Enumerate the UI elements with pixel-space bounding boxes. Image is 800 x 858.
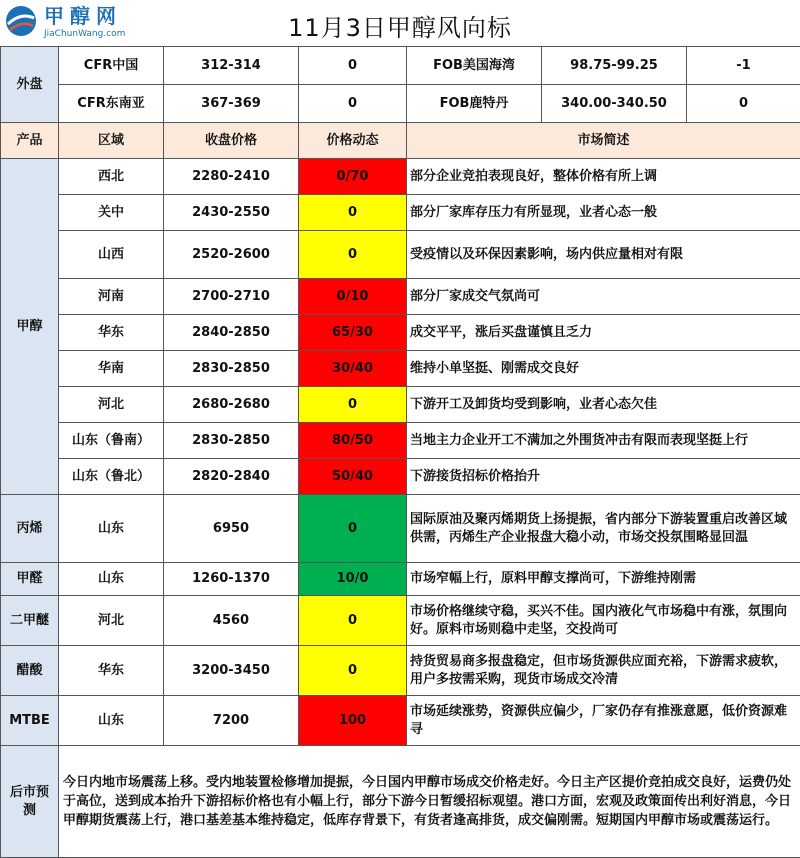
col-summary: 市场简述	[407, 123, 800, 159]
region-cell: 河南	[59, 279, 164, 315]
price-cell: 3200-3450	[164, 646, 299, 696]
change-cell: 80/50	[299, 423, 407, 459]
region-cell: 河北	[59, 596, 164, 646]
price-cell: 2520-2600	[164, 231, 299, 279]
change-cell: 50/40	[299, 459, 407, 495]
external-b-change: -1	[687, 47, 800, 85]
external-a-price: 367-369	[164, 85, 299, 123]
methanol-row	[1, 459, 800, 495]
methanol-row	[1, 423, 800, 459]
product-label: 甲醇	[1, 159, 59, 495]
globe-logo-icon	[4, 4, 38, 38]
product-row	[1, 495, 800, 563]
methanol-row	[1, 195, 800, 231]
col-change: 价格动态	[299, 123, 407, 159]
forecast-label: 后市预测	[1, 746, 59, 858]
product-label: 丙烯	[1, 495, 59, 563]
methanol-row	[1, 159, 800, 195]
product-label: MTBE	[1, 696, 59, 746]
change-cell: 0	[299, 495, 407, 563]
market-table	[0, 46, 800, 858]
price-cell: 2700-2710	[164, 279, 299, 315]
summary-cell: 市场窄幅上行，原料甲醇支撑尚可，下游维持刚需	[407, 563, 800, 596]
region-cell: 华东	[59, 646, 164, 696]
summary-cell: 维持小单坚挺、刚需成交良好	[407, 351, 800, 387]
external-a-name: CFR东南亚	[59, 85, 164, 123]
region-cell: 山东	[59, 696, 164, 746]
summary-cell: 当地主力企业开工不满加之外围货冲击有限而表现坚挺上行	[407, 423, 800, 459]
summary-cell: 部分厂家库存压力有所显现，业者心态一般	[407, 195, 800, 231]
forecast-text: 今日内地市场震荡上移。受内地装置检修增加提振，今日国内甲醇市场成交价格走好。今日主产区提价竞拍成交良好，运费仍处于高位，送到成本抬升下游招标价格也有小幅上行，部分下游今日暂缓招标观望。港口方面，宏观及政策面传出利好消息，今日甲醇期货震荡上行，港口基差基本维持稳定，低库存背景下，有货者逢高排货，成交偏刚需。短期国内甲醇市场或震荡运行。	[59, 746, 800, 858]
region-cell: 西北	[59, 159, 164, 195]
header	[0, 0, 800, 47]
region-cell: 山东（鲁北）	[59, 459, 164, 495]
summary-cell: 部分厂家成交气氛尚可	[407, 279, 800, 315]
col-price: 收盘价格	[164, 123, 299, 159]
price-cell: 7200	[164, 696, 299, 746]
product-row	[1, 563, 800, 596]
region-cell: 山东	[59, 563, 164, 596]
price-cell: 2820-2840	[164, 459, 299, 495]
change-cell: 0	[299, 195, 407, 231]
external-a-name: CFR中国	[59, 47, 164, 85]
price-cell: 2840-2850	[164, 315, 299, 351]
price-cell: 1260-1370	[164, 563, 299, 596]
summary-cell: 市场延续涨势，资源供应偏少，厂家仍存有推涨意愿，低价资源难寻	[407, 696, 800, 746]
product-row	[1, 696, 800, 746]
summary-cell: 成交平平，涨后买盘谨慎且乏力	[407, 315, 800, 351]
external-b-name: FOB美国海湾	[407, 47, 542, 85]
summary-cell: 下游接货招标价格抬升	[407, 459, 800, 495]
forecast-row	[1, 746, 800, 858]
change-cell: 65/30	[299, 315, 407, 351]
product-label: 二甲醚	[1, 596, 59, 646]
region-cell: 关中	[59, 195, 164, 231]
price-cell: 2830-2850	[164, 351, 299, 387]
change-cell: 0	[299, 596, 407, 646]
change-cell: 0	[299, 646, 407, 696]
change-cell: 0/10	[299, 279, 407, 315]
logo-name: 甲醇网	[44, 4, 122, 28]
summary-cell: 持货贸易商多报盘稳定，但市场货源供应面充裕，下游需求疲软，用户多按需采购，现货市场成交冷清	[407, 646, 800, 696]
external-row	[1, 47, 800, 85]
price-cell: 6950	[164, 495, 299, 563]
price-cell: 2830-2850	[164, 423, 299, 459]
methanol-row	[1, 231, 800, 279]
methanol-row	[1, 351, 800, 387]
external-a-price: 312-314	[164, 47, 299, 85]
summary-cell: 国际原油及聚丙烯期货上扬提振，省内部分下游装置重启改善区域供需，丙烯生产企业报盘大稳小动，市场交投氛围略显回温	[407, 495, 800, 563]
external-b-name: FOB鹿特丹	[407, 85, 542, 123]
region-cell: 华南	[59, 351, 164, 387]
column-header-row	[1, 123, 800, 159]
region-cell: 河北	[59, 387, 164, 423]
region-cell: 华东	[59, 315, 164, 351]
product-row	[1, 646, 800, 696]
external-a-change: 0	[299, 47, 407, 85]
change-cell: 100	[299, 696, 407, 746]
logo-url: JiaChunWang.com	[44, 29, 126, 39]
methanol-row	[1, 387, 800, 423]
external-b-price: 340.00-340.50	[542, 85, 687, 123]
product-row	[1, 596, 800, 646]
price-cell: 4560	[164, 596, 299, 646]
col-product: 产品	[1, 123, 59, 159]
logo	[4, 4, 154, 42]
external-label: 外盘	[1, 47, 59, 123]
product-label: 醋酸	[1, 646, 59, 696]
external-b-price: 98.75-99.25	[542, 47, 687, 85]
region-cell: 山东	[59, 495, 164, 563]
summary-cell: 市场价格继续守稳，买兴不佳。国内液化气市场稳中有涨，氛围向好。原料市场则稳中走坚，交投尚可	[407, 596, 800, 646]
change-cell: 0/70	[299, 159, 407, 195]
price-cell: 2280-2410	[164, 159, 299, 195]
region-cell: 山西	[59, 231, 164, 279]
external-b-change: 0	[687, 85, 800, 123]
price-cell: 2430-2550	[164, 195, 299, 231]
external-a-change: 0	[299, 85, 407, 123]
region-cell: 山东（鲁南）	[59, 423, 164, 459]
change-cell: 30/40	[299, 351, 407, 387]
price-cell: 2680-2680	[164, 387, 299, 423]
summary-cell: 受疫情以及环保因素影响，场内供应量相对有限	[407, 231, 800, 279]
summary-cell: 下游开工及卸货均受到影响，业者心态欠佳	[407, 387, 800, 423]
methanol-row	[1, 279, 800, 315]
external-row	[1, 85, 800, 123]
page-title: 11月3日甲醇风向标	[288, 14, 512, 42]
change-cell: 0	[299, 231, 407, 279]
summary-cell: 部分企业竞拍表现良好，整体价格有所上调	[407, 159, 800, 195]
col-region: 区域	[59, 123, 164, 159]
change-cell: 0	[299, 387, 407, 423]
methanol-row	[1, 315, 800, 351]
product-label: 甲醛	[1, 563, 59, 596]
change-cell: 10/0	[299, 563, 407, 596]
